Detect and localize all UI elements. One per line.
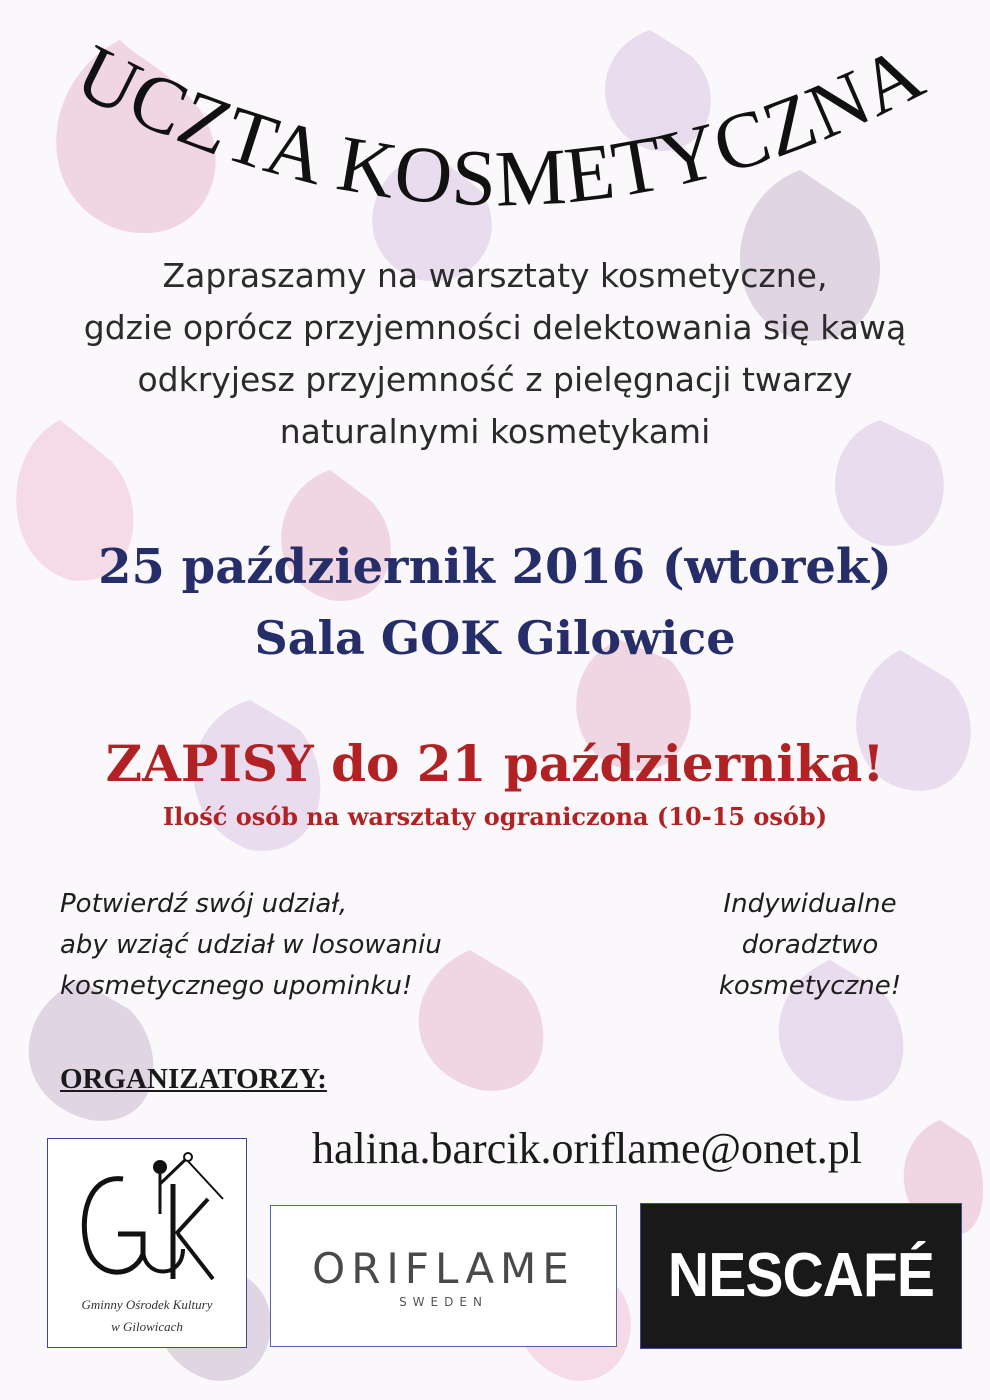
note-line: doradztwo — [741, 930, 879, 960]
signup-limit: Ilość osób na warsztaty ograniczona (10-15 osób) — [162, 802, 828, 831]
intro-line: odkryjesz przyjemność z pielęgnacji twarzy — [137, 360, 853, 399]
event-place: Sala GOK Gilowice — [254, 611, 736, 665]
note-line: kosmetycznego upominku! — [60, 971, 413, 1001]
gok-name: Gminny Ośrodek Kultury — [81, 1297, 213, 1312]
advice-note — [700, 884, 920, 1007]
note-line: Potwierdź swój udział, — [60, 889, 348, 919]
oriflame-country: SWEDEN — [399, 1295, 488, 1309]
intro-line: gdzie oprócz przyjemności delektowania się kawą — [83, 308, 907, 347]
gok-emblem-icon — [48, 1139, 246, 1299]
organizers-heading: ORGANIZATORZY: — [60, 1063, 327, 1095]
oriflame-logo — [270, 1205, 617, 1347]
poster-title — [30, 20, 960, 240]
note-line: kosmetyczne! — [718, 971, 902, 1001]
raffle-note — [60, 884, 442, 1007]
signup-deadline: ZAPISY do 21 października! — [105, 734, 885, 793]
nescafe-name: NESCAFÉ — [667, 1241, 935, 1310]
title-text: UCZTA KOSMETYCZNA — [62, 28, 938, 224]
intro-line: Zapraszamy na warsztaty kosmetyczne, — [162, 256, 828, 295]
oriflame-name: ORIFLAME — [312, 1244, 575, 1293]
note-line: aby wziąć udział w losowaniu — [60, 930, 442, 960]
intro-line: naturalnymi kosmetykami — [279, 412, 711, 451]
signup-info — [20, 728, 970, 834]
note-line: Indywidualne — [723, 889, 897, 919]
gok-place: w Gilowicach — [111, 1319, 183, 1334]
nescafe-logo — [640, 1203, 962, 1349]
event-info — [20, 533, 970, 675]
contact-email[interactable]: halina.barcik.oriflame@onet.pl — [312, 1124, 862, 1173]
event-date: 25 październik 2016 (wtorek) — [98, 539, 892, 595]
intro-text — [40, 250, 950, 458]
gok-logo — [47, 1138, 247, 1348]
